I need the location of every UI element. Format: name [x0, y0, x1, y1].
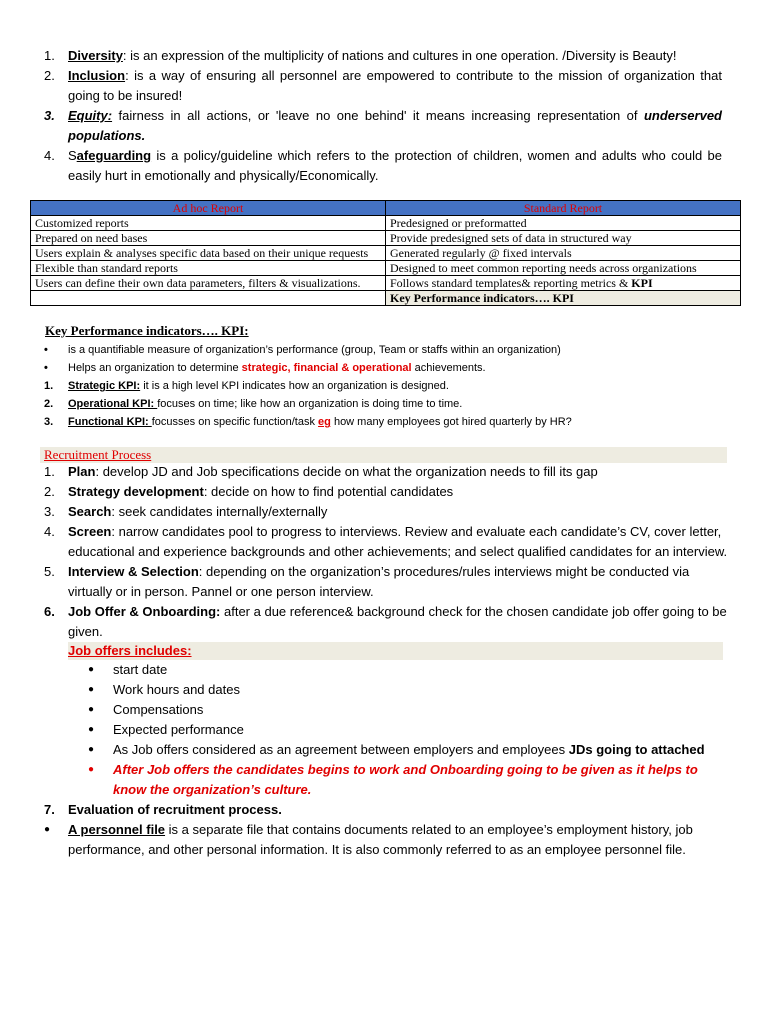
list-text: focuses on time; like how an organization is doing time to time. — [157, 398, 463, 410]
definitions-section — [40, 46, 722, 186]
report-comparison-table — [30, 200, 741, 306]
list-text: As Job offers considered as an agreement between employers and employees — [113, 742, 569, 757]
table-cell: Designed to meet common reporting needs across organizations — [386, 261, 741, 276]
table-cell: Customized reports — [31, 216, 386, 231]
list-item — [40, 800, 730, 820]
list-number: 2. — [44, 484, 55, 499]
list-item — [40, 359, 740, 377]
list-number: 1. — [44, 380, 54, 392]
table-row — [31, 246, 741, 261]
highlight-text: strategic, financial & operational — [241, 362, 412, 374]
table-row — [31, 261, 741, 276]
definition-term: Equity: — [68, 108, 113, 123]
definition-prefix: S — [68, 148, 77, 163]
list-number: 4. — [44, 148, 55, 163]
list-number: 3. — [44, 108, 55, 123]
highlight-text: eg — [318, 416, 331, 428]
list-text: after a due reference& background check for the chosen candidate job offer going to be given. — [68, 604, 727, 639]
step-term: Interview & Selection — [68, 564, 199, 579]
step-term: Job Offer & Onboarding: — [68, 604, 221, 619]
table-row — [31, 276, 741, 291]
list-text: : depending on the organization’s procedures/rules interviews might be conducted via virtually or in person. Pannel or one person interview. — [68, 564, 690, 599]
list-text: how many employees got hired quarterly by HR? — [330, 416, 572, 428]
bullet-icon: ● — [88, 724, 95, 735]
list-number: 3. — [44, 504, 55, 519]
list-item — [40, 740, 730, 760]
list-item — [40, 413, 740, 431]
table-cell: Users can define their own data parameters, filters & visualizations. — [31, 276, 386, 291]
table-header-adhoc: Ad hoc Report — [31, 201, 386, 216]
step-term: Evaluation of recruitment process. — [68, 802, 282, 817]
kpi-title: Key Performance indicators…. KPI: — [45, 323, 249, 338]
list-text: : seek candidates internally/externally — [111, 504, 328, 519]
bullet-icon: ● — [88, 704, 95, 715]
definition-text: fairness in all actions, or 'leave no one behind' it means increasing representation of — [112, 108, 644, 123]
list-item — [40, 341, 740, 359]
table-cell-empty — [31, 291, 386, 306]
list-text: Helps an organization to determine — [68, 362, 242, 374]
table-header-row — [31, 201, 741, 216]
bullet-icon: • — [44, 344, 48, 356]
list-text: : decide on how to find potential candidates — [203, 484, 454, 499]
table-row — [31, 291, 741, 306]
list-item — [40, 482, 730, 502]
list-item — [40, 820, 730, 860]
list-text: Expected performance — [113, 722, 244, 737]
list-text: focusses on specific function/task — [151, 416, 319, 428]
list-text: Work hours and dates — [113, 682, 240, 697]
list-text: Compensations — [113, 702, 204, 717]
table-cell: Flexible than standard reports — [31, 261, 386, 276]
list-item — [40, 395, 740, 413]
table-row — [31, 231, 741, 246]
kpi-section — [40, 323, 740, 431]
list-emphasis: JDs going to attached — [568, 742, 705, 757]
definition-item — [40, 66, 722, 106]
list-item — [40, 522, 730, 562]
recruitment-section — [40, 462, 730, 860]
list-item — [40, 680, 730, 700]
step-term: Search — [68, 504, 112, 519]
list-item — [40, 602, 730, 642]
step-term: Screen — [68, 524, 112, 539]
job-offers-title: Job offers includes: — [68, 642, 723, 660]
list-text: start date — [113, 662, 168, 677]
definition-text: : is an expression of the multiplicity of nations and cultures in one operation. /Diversity is Beauty! — [122, 48, 677, 63]
table-cell — [386, 276, 741, 291]
list-text: it is a high level KPI indicates how an organization is designed. — [140, 380, 449, 392]
bullet-icon: ● — [88, 684, 95, 695]
table-header-standard: Standard Report — [386, 201, 741, 216]
personnel-file-term: A personnel file — [68, 822, 166, 837]
bullet-icon: ● — [44, 824, 51, 835]
list-number: 1. — [44, 48, 55, 63]
list-number: 3. — [44, 416, 54, 428]
list-number: 2. — [44, 68, 55, 83]
table-cell: Prepared on need bases — [31, 231, 386, 246]
definition-term: Diversity — [68, 48, 123, 63]
list-number: 6. — [44, 604, 55, 619]
bullet-icon: ● — [88, 744, 95, 755]
list-text: achievements. — [411, 362, 486, 374]
definition-text: : is a way of ensuring all personnel are empowered to contribute to the mission of organization that going to be insured! — [68, 68, 722, 103]
definition-term: Inclusion — [68, 68, 126, 83]
list-text: is a quantifiable measure of organization’s performance (group, Team or staffs within an organization) — [68, 344, 561, 356]
step-term: Plan — [68, 464, 96, 479]
bullet-icon: ● — [88, 664, 95, 675]
list-item — [40, 562, 730, 602]
list-item — [40, 502, 730, 522]
list-item — [40, 720, 730, 740]
table-cell: Provide predesigned sets of data in structured way — [386, 231, 741, 246]
list-number: 7. — [44, 802, 55, 817]
bullet-icon: ● — [88, 764, 95, 775]
table-cell: Predesigned or preformatted — [386, 216, 741, 231]
list-number: 5. — [44, 564, 55, 579]
recruitment-title: Recruitment Process — [40, 447, 727, 463]
table-cell: Key Performance indicators…. KPI — [386, 291, 741, 306]
step-term: Strategy development — [68, 484, 204, 499]
table-row — [31, 216, 741, 231]
list-number: 1. — [44, 464, 55, 479]
list-item — [40, 660, 730, 680]
definition-emphasis: underserved populations. — [68, 108, 722, 143]
list-item — [40, 377, 740, 395]
definition-item — [40, 106, 722, 146]
cell-kpi-text: KPI — [631, 276, 653, 290]
list-item — [40, 700, 730, 720]
kpi-term: Functional KPI: — [68, 416, 152, 428]
definition-text: is a policy/guideline which refers to the protection of children, women and adults who could be easily hurt in emotionally and physically/Economically. — [68, 148, 722, 183]
list-number: 4. — [44, 524, 55, 539]
definition-term: afeguarding — [76, 148, 152, 163]
list-number: 2. — [44, 398, 54, 410]
list-text: : develop JD and Job specifications decide on what the organization needs to fill its gap — [95, 464, 598, 479]
cell-text: Follows standard templates& reporting metrics & — [390, 276, 632, 290]
definition-item — [40, 46, 722, 66]
kpi-term: Operational KPI: — [68, 398, 158, 410]
definition-item — [40, 146, 722, 186]
table-cell: Generated regularly @ fixed intervals — [386, 246, 741, 261]
kpi-term: Strategic KPI: — [68, 380, 141, 392]
list-item — [40, 760, 730, 800]
list-text: After Job offers the candidates begins to work and Onboarding going to be given as it helps to know the organization’s culture. — [113, 762, 698, 797]
list-text: : narrow candidates pool to progress to interviews. Review and evaluate each candidate’s CV, cover letter, educational and experience backgrounds and other achievements; and select qualified candidates for an interview. — [68, 524, 728, 559]
bullet-icon: • — [44, 362, 48, 374]
table-cell: Users explain & analyses specific data based on their unique requests — [31, 246, 386, 261]
list-item — [40, 462, 730, 482]
list-text: is a separate file that contains documents related to an employee’s employment history, job performance, and other personal information. It is also commonly referred to as an employee personnel file. — [68, 822, 693, 857]
